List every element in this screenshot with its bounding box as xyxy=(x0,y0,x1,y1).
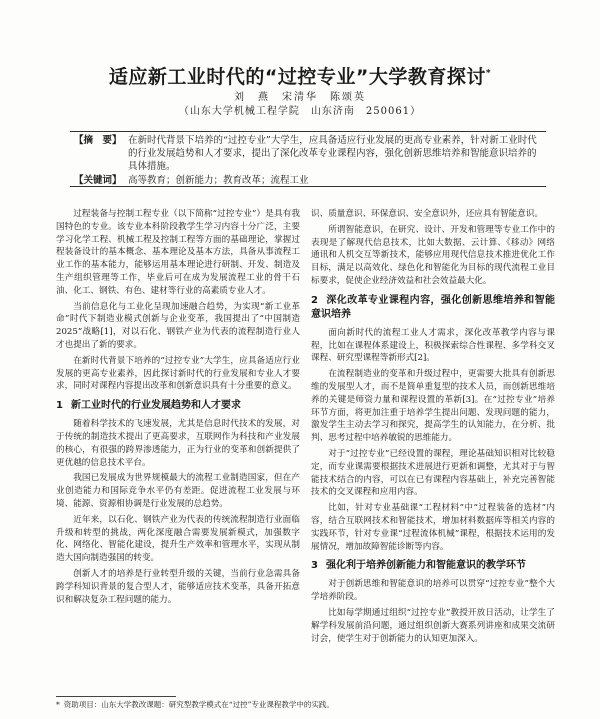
paragraph: 对于“过控专业”已经设置的课程，理论基础知识相对比较稳定，而专业课需要根据技术进展进行更新和调整，尤其对于与智能技术结合的内容，可以在已有课程内容基础上，补充完善智能技术的交叉课程和应用内容。 xyxy=(311,448,555,498)
left-column xyxy=(56,208,300,609)
paragraph: 比如，针对专业基础课“工程材料”中“过程装备的选材”内容，结合互联网技术和智能技术，增加材料数据库等相关内容的实践环节，针对专业课“过程流体机械”课程，根据技术运用的发展情况，增加故障智能诊断等内容。 xyxy=(311,503,555,552)
paragraph: 所谓智能意识，在研究、设计、开发和管理等专业工作中的表现是了解现代信息技术，比如大数据、云计算、《移动》网络通讯和人机交互等新技术，能够应用现代信息技术推进优化工作目标，满足以高效化、绿色化和智能化为目标的现代流程工业目标要求，促使企业经济效益和社会效益最大化。 xyxy=(311,224,555,286)
section-heading-3 xyxy=(311,559,555,573)
section-number: 2 xyxy=(311,294,318,306)
section-number: 3 xyxy=(311,560,318,572)
authors: 刘 燕 宋清华 陈颂英 xyxy=(234,92,366,103)
affiliation: （山东大学机械工程学院 山东济南 250061） xyxy=(178,106,422,117)
paragraph: 在流程制造业的变革和升级过程中，更需要大批具有创新思维的发展型人才，而不是简单重复型的技术人员，而创新思维培养的关键是师资力量和课程设置的革新[3]。在“过控专业”培养环节方面，将更加注重于培养学生提出问题、发现问题的能力，激发学生主动去学习和探究，提高学生的认知能力，在分析、批判、思考过程中培养敏锐的思维能力。 xyxy=(311,369,555,444)
footnote-text: 资助项目：山东大学教改课题：研究型教学模式在“过控”专业课程教学中的实践。 xyxy=(63,700,334,709)
section-number: 1 xyxy=(56,400,63,412)
paragraph: 面向新时代的流程工业人才需求，深化改革教学内容与课程，比如在课程体系建设上，积极探索综合性课程、多学科交叉课程、研究型课程等新形式[2]。 xyxy=(311,327,555,364)
title-text: 适应新工业时代的“过控专业”大学教育探讨 xyxy=(108,66,486,88)
footnote-divider xyxy=(56,696,176,697)
abstract-box xyxy=(70,131,546,187)
footnote-mark: * xyxy=(56,700,60,709)
paragraph: 创新人才的培养是行业转型升级的关键，当前行业急需具备跨学科知识背景的复合型人才，能够适应技术变革，具备开拓意识和解决复杂工程问题的能力。 xyxy=(56,568,300,605)
keywords-label: 【关键词】 xyxy=(74,175,122,186)
section-title: 深化改革专业课程内容，强化创新思维培养和智能意识培养 xyxy=(311,294,555,320)
title-footnote-mark: * xyxy=(485,68,492,79)
right-column xyxy=(311,208,555,648)
abstract-label: 【摘 要】 xyxy=(74,135,122,146)
abstract-text: 在新时代背景下培养的“过控专业”大学生，应具备适应行业发展的更高专业素养，针对新工业时代的行业发展趋势和人才要求，提出了深化改革专业课程内容，强化创新思维培养和智能意识培养的具体措施。 xyxy=(128,135,537,172)
section-title: 强化利于培养创新能力和智能意识的教学环节 xyxy=(325,560,526,572)
paragraph: 对于创新思维和智能意识的培养可以贯穿“过控专业”整个大学培养阶段。 xyxy=(311,579,555,603)
paragraph: 过程装备与控制工程专业（以下简称“过控专业”）是具有我国特色的专业。该专业本科阶段教学生学习内容十分广泛，主要学习化学工程、机械工程及控制工程等方面的基础理论，掌握过程装备设计的基本概念、基本理论及基本方法，具备从事流程工业工作的基本能力，能够运用基本理论进行研制、开发、制造及生产组织管理等工作，毕业后可在成为发展流程工业的骨干石油、化工、钢铁、有色、建材等行业的高素质专业人才。 xyxy=(56,209,300,296)
paragraph: 我国已发展成为世界规模最大的流程工业制造国家，但在产业创造能力和国际竞争水平仍有差距。促进流程工业发展与环境、能源、资源相协调是行业发展的总趋势。 xyxy=(56,473,300,509)
section-heading-1 xyxy=(56,399,300,413)
paragraph: 识、质量意识、环保意识、安全意识外，还应具有智能意识。 xyxy=(311,209,544,219)
footnote xyxy=(56,700,556,710)
section-title: 新工业时代的行业发展趋势和人才要求 xyxy=(70,400,241,412)
abstract-row xyxy=(74,134,542,173)
keywords-row xyxy=(74,174,542,187)
keywords-text: 高等教育；创新能力；教育改革；流程工业 xyxy=(128,175,309,186)
page-title xyxy=(0,62,600,89)
paragraph: 当前信息化与工业化呈现加速融合趋势，为实现“新工业革命”时代下制造业模式创新与企业变革，我国提出了“中国制造2025”战略[1]，对以石化、钢铁产业为代表的流程制造行业人才也提出了新的要求。 xyxy=(56,301,300,350)
paragraph: 比如每学期通过组织“过控专业”教授开放日活动，让学生了解学科发展前沿问题，通过组织创新大赛系列讲座和成果交流研讨会，使学生对于创新能力的认知更加深入。 xyxy=(311,607,555,644)
paragraph: 近年来，以石化、钢铁产业为代表的传统流程制造行业面临升级和转型的挑战，两化深度融合需要发展新模式，加强数字化、网络化、智能化建设，提升生产效率和管理水平，实现从制造大国向制造强国的转变。 xyxy=(56,514,300,564)
section-heading-2 xyxy=(311,294,555,322)
paragraph: 在新时代背景下培养的“过控专业”大学生，应具备适应行业发展的更高专业素养，因此探讨新时代的行业发展和专业人才要求，同时对课程内容提出改革和创新意识具有十分重要的意义。 xyxy=(56,355,300,392)
paragraph: 随着科学技术的飞速发展，尤其是信息时代技术的发展，对于传统的制造技术提出了更高要求，互联网作为科技和产业发展的核心，有很强的跨界渗透能力，正为行业的变革和创新提供了更优越的信息技术平台。 xyxy=(56,419,300,468)
